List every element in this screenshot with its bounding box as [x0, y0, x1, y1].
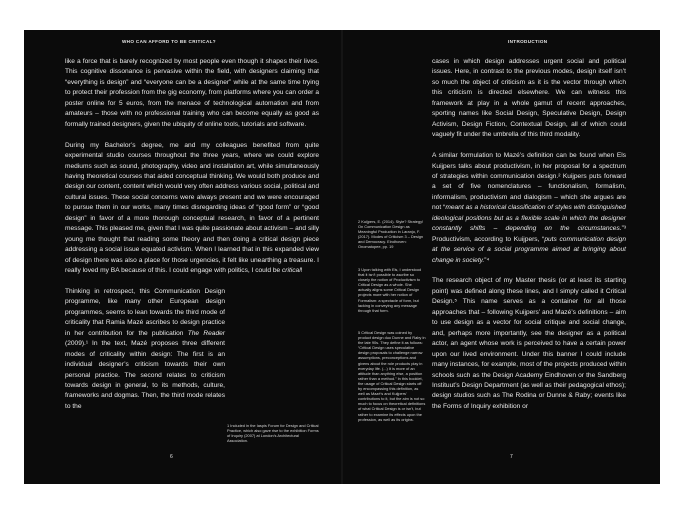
left-paragraph-2: During my Bachelor’s degree, me and my colleagues benefited from quite experimental studio courses throughout the three years, where we could explore mediums such as sound, photography, video and installation art, while simultaneously having theoretical courses that aided conceptual thinking. We would both produce and design our content, content which would very often address various social, political and cultural issues. These social concerns were always present and we were encouraged to pursue them in our works, many times disregarding ideas of “good form” or “good design” in favor of a more thorough conceptual research, in favor of a pertinent message. This pleased me, given that I was quite passionate about activism – and silly young me thought that reading some theory and then doing a critical design piece addressing a social issue equated activism. When I learned that in this expanded view of design there was also a place for those urgencies, it felt like unearthing a treasure. I really loved my BA because of this. I could engage with politics, I could be critical! [65, 141, 319, 275]
left-body-text [65, 57, 319, 412]
right-running-header: INTRODUCTION [508, 39, 548, 44]
left-running-header: WHO CAN AFFORD TO BE CRITICAL? [122, 39, 216, 44]
book-spread [24, 30, 660, 484]
right-paragraph-1: cases in which design addresses urgent social and political issues. Here, in contrast to the previous modes, design itself isn’t so much the object of criticism as it is the vector through which this criticism is directed elsewhere. We can witness this framework at play in a whole gamut of recent approaches, sporting names like Social Design, Speculative Design, Design Activism, Design Fiction, Contextual Design, all of which could vaguely fit under the umbrella of this third modality. [432, 58, 626, 139]
right-page-number: 7 [510, 454, 513, 460]
left-paragraph-3: Thinking in retrospect, this Communication Design programme, like many other European design programmes, seems to lean towards the third mode of criticality that Ramia Mazé ascribes to design practice in her contribution for the publication The Reader (2009).¹ In the text, Mazé proposes three different modes of criticality within design: The first is an individual designer’s criticism towards their own personal practice. The second relates to criticism towards design in general, to its methods, culture, frameworks and dogmas. Then, the third mode relates to the [65, 287, 225, 410]
gutter [341, 30, 343, 484]
left-paragraph-1: like a force that is barely recognized by most people even though it shapes their lives. This cognitive dissonance is pervasive within the field, with designers claiming that “everything is design” and “everyone can be a designer” while at the same time trying to protect their profession from the gig economy, from platforms where you can order a poster online for 5 euros, from the menace of technological automation and from amateurs – those with no professional training who can become equally as good as formally trained designers, given the ubiquity of online tools, tutorials and software. [65, 58, 319, 128]
right-paragraph-3: The research object of my Master thesis (or at least its starting point) was defined along these lines, and I simply called it Critical Design.⁵ This name serves as a container for all those approaches that – following Kuijpers’ and Mazé’s definitions – aim to use design as a vector for social critique and social change, and, perhaps more importantly, see the designer as a political actor, an agent whose work is perceived to have a certain power upon our lived environment. Under this banner I could include many instances, for example, most of the projects produced within schools such as the Design Academy Eindhoven or the Sandberg Instituut’s Design Department (as well as their pedagogical ethos); design studios such as The Rodina or Dunne & Raby; events like the Forms of Inquiry exhibition or [432, 277, 626, 410]
right-footnote-3: 3 Upon talking with Els, I understood that it isn’t possible to ascribe so closely the notion of Productivism to Critical Design as a whole. She actually aligns some Critical Design projects more with her notion of Formalism: a spectacle of form, but lacking in conveying any message through that form. [358, 267, 422, 313]
right-footnote-2: 2 Kuijpers, E. (2014). Style? Strategy! On Communication Design as Meaningful Production in Laranjo, F. (2017). Modes of Criticism 3 – Design and Democracy. Eindhoven: Onomatopee, pp. 19 [358, 219, 424, 250]
right-body-text [432, 57, 626, 412]
left-footnote-1: 1 Included in the Iaspis Forum for Design and Critical Practice, which also gave rise to the exhibition Forms of Inquiry (2007) at London’s Architectural Association. [227, 423, 319, 444]
right-paragraph-2: A similar formulation to Mazé’s definition can be found when Els Kuijpers talks about productivism, in her proposal for a spectrum of strategies within communication design.² Kuijpers puts forward a set of five nomenclatures – functionalism, formalism, informalism, productivism and dialogism – which she argues are not “meant as a historical classification of styles with distinguished ideological positions but as a flexible scale in which the designer constantly shifts – depending on the circumstances.”³ Productivism, according to Kuijpers, “puts communication design at the service of a social programme aimed at bringing about change in society.”⁴ [432, 152, 626, 264]
left-page-number: 6 [170, 454, 173, 460]
right-footnote-5: 5 Critical Design was coined by product design duo Dunne and Raby in the late 90s. They define it as follows: “Critical Design uses speculative design proposals to challenge narrow assumptions, preconceptions and givens about the role products play in everyday life. (...) It is more of an attitude than anything else, a position rather than a method.” In this booklet, the usage of Critical Design starts off by encompassing this definition, as well as Mazé’s and Kuijpers’ contributions to it, but the aim is not so much to focus on theoretical definitions of what Critical Design is or isn’t, but rather to examine its effects upon the profession, as well as its origins. [358, 330, 426, 422]
